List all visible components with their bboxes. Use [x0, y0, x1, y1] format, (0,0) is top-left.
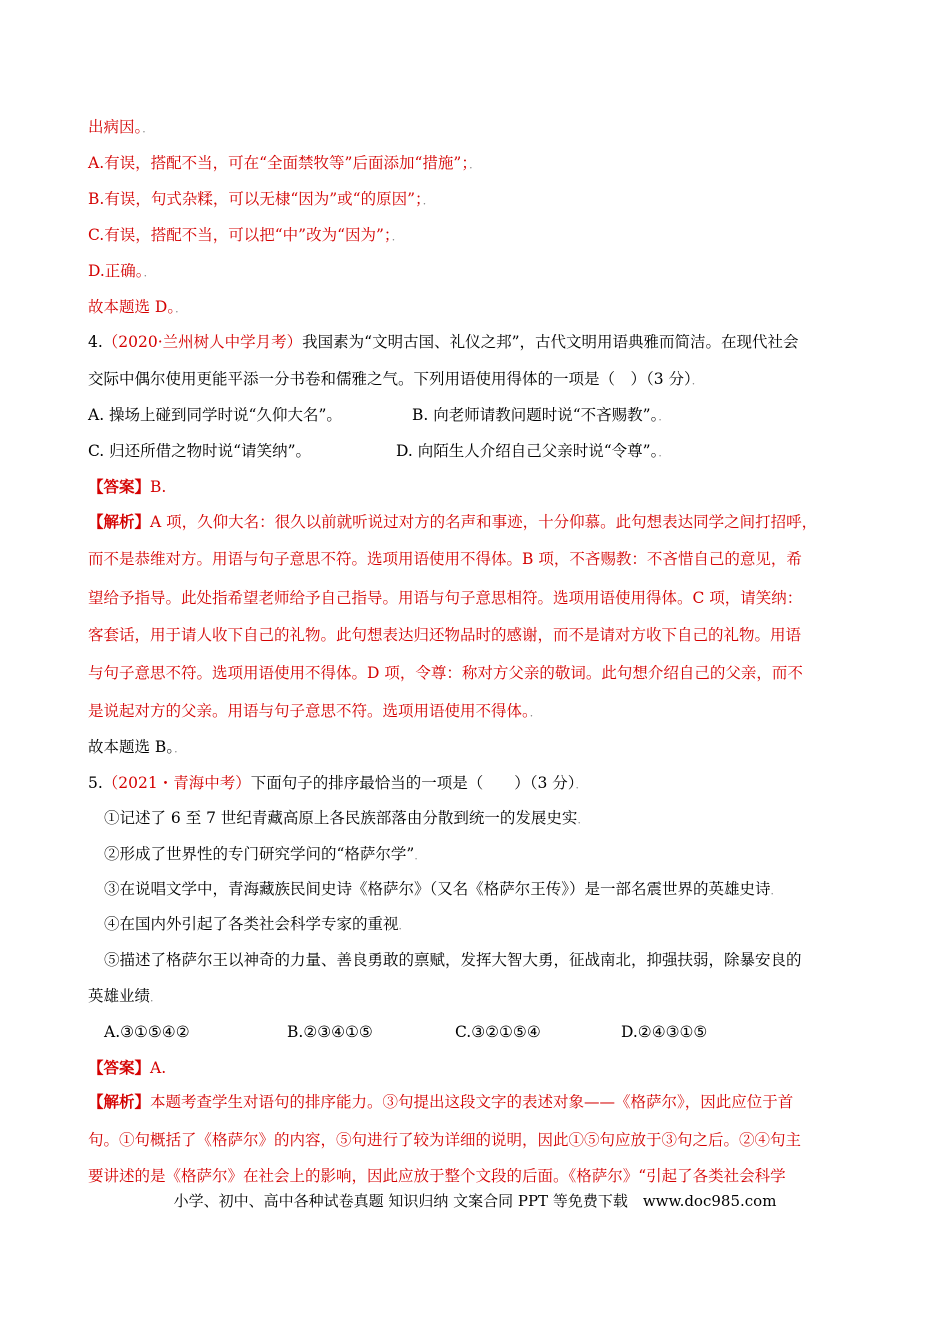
q5-sentence-2-text: ②形成了世界性的专门研究学问的“格萨尔学” [104, 845, 415, 863]
paragraph-mark: ． [422, 194, 434, 207]
q5-analysis-line2: 句。①句概括了《格萨尔》的内容，⑤句进行了较为详细的说明，因此①⑤句应放于③句之后。②④句主 [88, 1131, 802, 1149]
prev-text: 出病因。 [88, 118, 143, 136]
q5-sentence-4 [104, 914, 410, 936]
q5-stem-line [88, 773, 587, 795]
paragraph-mark: ． [469, 158, 481, 171]
q4-answer [88, 477, 166, 497]
q5-analysis-text: 本题考查学生对语句的排序能力。③句提出这段文字的表述对象——《格萨尔》，因此应位于首 [150, 1093, 794, 1111]
q4-analysis-line2: 而不是恭维对方。用语与句子意思不符。选项用语使用不得体。B 项，不吝赐教：不吝惜自己的意见，希 [88, 550, 802, 568]
answer-label: 【答案】 [88, 477, 151, 496]
q4-conclusion [88, 737, 185, 759]
q5-analysis-line1 [88, 1092, 793, 1112]
q4-analysis-text: A 项，久仰大名：很久以前就听说过对方的名声和事迹，十分仰慕。此句想表达同学之间打招呼， [150, 513, 818, 531]
q4-option-b [412, 405, 669, 427]
q4-analysis-line3: 望给予指导。此处指希望老师给予自己指导。用语与句子意思相符。选项用语使用得体。C 项，请笑纳： [88, 589, 803, 607]
q4-analysis-line5: 与句子意思不符。选项用语使用不得体。D 项，令尊：称对方父亲的敬词。此句想介绍自己的父亲，而不 [88, 664, 803, 682]
q5-stem-text: 下面句子的排序最恰当的一项是（ ）（3 分） [250, 774, 576, 792]
paragraph-mark: ． [398, 919, 410, 932]
q5-sentence-5-cont [88, 986, 161, 1008]
prev-option-b [88, 189, 434, 211]
q5-option-c: C.③②①⑤④ [455, 1023, 541, 1041]
q4-analysis-line1 [88, 512, 817, 532]
q5-sentence-3-text: ③在说唱文学中，青海藏族民间史诗《格萨尔》（又名《格萨尔王传》）是一部名震世界的英雄史诗 [104, 880, 771, 898]
paragraph-mark: ． [691, 374, 703, 387]
q4-stem-text1: 我国素为“文明古国、礼仪之邦”，古代文明用语典雅而简洁。在现代社会 [302, 333, 799, 351]
prev-option-b-text: B.有误，句式杂糅，可以无棣“因为”或“的原因”； [88, 190, 423, 208]
q4-option-c: C. 归还所借之物时说“请笑纳”。 [88, 442, 312, 460]
q5-sentence-1 [104, 808, 588, 830]
q4-stem-line1 [88, 332, 799, 352]
q5-sentence-2 [104, 844, 425, 866]
answer-label: 【答案】 [88, 1058, 151, 1077]
paragraph-mark: ． [575, 778, 587, 791]
paragraph-mark: ． [175, 302, 187, 315]
paragraph-mark: ． [391, 230, 403, 243]
q5-option-b: B.②③④①⑤ [287, 1023, 373, 1041]
q5-source: （2021・青海中考） [102, 774, 251, 792]
q5-analysis-line3: 要讲述的是《格萨尔》在社会上的影响，因此应放于整个文段的后面。《格萨尔》“引起了各类社会科学 [88, 1167, 786, 1185]
q5-option-d: D.②④③①⑤ [621, 1023, 708, 1041]
prev-conclusion-text: 故本题选 D。 [88, 298, 176, 316]
q4-option-a: A. 操场上碰到同学时说“久仰大名”。 [88, 406, 342, 424]
prev-option-a [88, 153, 480, 175]
paragraph-mark: ． [143, 266, 155, 279]
q4-answer-value: B. [150, 478, 167, 496]
prev-option-c-text: C.有误，搭配不当，可以把“中”改为“因为”； [88, 226, 392, 244]
q5-answer [88, 1058, 166, 1078]
prev-option-d [88, 261, 155, 283]
q4-number: 4. [88, 333, 103, 351]
q5-sentence-3 [104, 879, 782, 901]
q4-option-d [396, 441, 669, 463]
prev-option-d-text: D.正确。 [88, 262, 144, 280]
q4-analysis-line4: 客套话，用于请人收下自己的礼物。此句想表达归还物品时的感谢，而不是请对方收下自己的礼物。用语 [88, 626, 802, 644]
q4-option-d-text: D. 向陌生人介绍自己父亲时说“令尊”。 [396, 442, 659, 460]
q5-sentence-5: ⑤描述了格萨尔王以神奇的力量、善良勇敢的禀赋，发挥大智大勇，征战南北，抑强扶弱，除暴安良的 [104, 951, 802, 969]
page-footer: 小学、初中、高中各种试卷真题 知识归纳 文案合同 PPT 等免费下载 www.doc985.com [173, 1192, 777, 1210]
q4-source: （2020·兰州树人中学月考） [102, 333, 303, 351]
q4-stem-line2 [88, 369, 703, 391]
q4-conclusion-text: 故本题选 B。 [88, 738, 175, 756]
paragraph-mark: ． [658, 410, 670, 423]
paragraph-mark: ． [142, 122, 154, 135]
q5-sentence-4-text: ④在国内外引起了各类社会科学专家的重视 [104, 915, 399, 933]
paragraph-mark: ． [577, 813, 589, 826]
paragraph-mark: ． [150, 991, 162, 1004]
q5-number: 5. [88, 774, 103, 792]
prev-option-c [88, 225, 403, 247]
paragraph-mark: ． [770, 884, 782, 897]
q5-sentence-5-cont-text: 英雄业绩 [88, 987, 151, 1005]
analysis-label: 【解析】 [88, 1092, 151, 1111]
q4-analysis-text: 是说起对方的父亲。用语与句子意思不符。选项用语使用不得体。 [88, 702, 530, 720]
paragraph-mark: ． [174, 742, 186, 755]
analysis-label: 【解析】 [88, 512, 151, 531]
q5-sentence-1-text: ①记述了 6 至 7 世纪青藏高原上各民族部落由分散到统一的发展史实 [104, 809, 578, 827]
q4-analysis-line6 [88, 701, 541, 723]
prev-option-a-text: A.有误，搭配不当，可在“全面禁牧等”后面添加“措施”； [88, 154, 470, 172]
paragraph-mark: ． [414, 849, 426, 862]
q4-option-b-text: B. 向老师请教问题时说“不吝赐教”。 [412, 406, 659, 424]
q5-option-a: A.③①⑤④② [104, 1023, 190, 1041]
q5-answer-value: A. [150, 1059, 167, 1077]
paragraph-mark: ． [529, 706, 541, 719]
q4-stem-text2: 交际中偶尔使用更能平添一分书卷和儒雅之气。下列用语使用得体的一项是（ ）（3 分） [88, 370, 692, 388]
prev-conclusion [88, 297, 186, 319]
paragraph-mark: ． [658, 446, 670, 459]
prev-line [88, 117, 153, 139]
